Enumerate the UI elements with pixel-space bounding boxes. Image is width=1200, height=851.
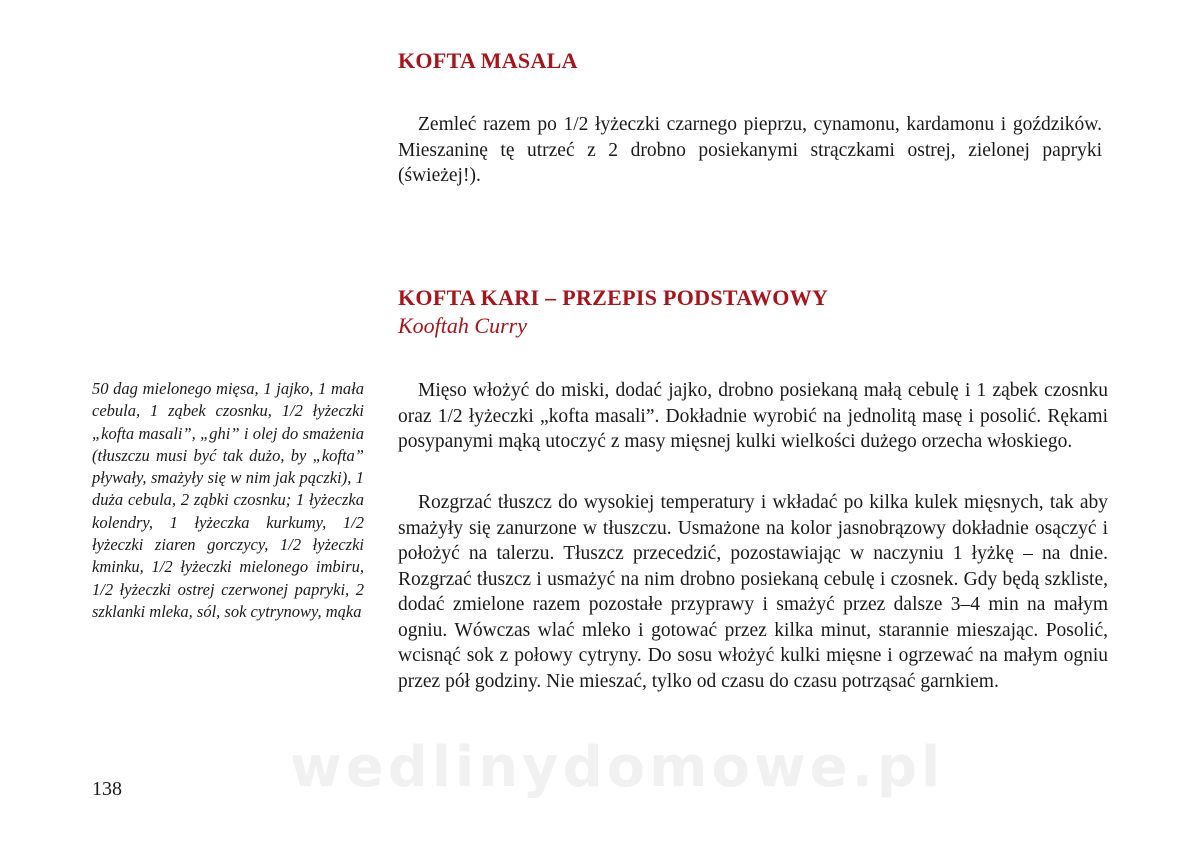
recipe-title-kofta-kari: KOFTA KARI – PRZEPIS PODSTAWOWY <box>398 285 829 310</box>
watermark: wedlinydomowe.pl <box>290 735 945 800</box>
recipe-title-kofta-masala: KOFTA MASALA <box>398 48 578 73</box>
ingredients-list: 50 dag mielonego mięsa, 1 jajko, 1 mała cebula, 1 ząbek czosnku, 1/2 łyżeczki „kofta masali”, „ghi” i olej do smażenia (tłuszczu musi być tak dużo, by „kofta” pływały, smażyły się w nim jak pączki), 1 duża cebula, 2 ząbki czosnku; 1 łyżeczka kolendry, 1 łyżeczka kurkumy, 1/2 łyżeczki ziaren gorczycy, 1/2 łyżeczki kminku, 1/2 łyżeczki mielonego imbiru, 1/2 łyżeczki ostrej czerwonej papryki, 2 szklanki mleka, sól, sok cytrynowy, mąka <box>92 379 364 621</box>
recipe-kofta-masala-text: Zemleć razem po 1/2 łyżeczki czarnego pieprzu, cynamonu, kardamonu i goździków. Mieszaninę tę utrzeć z 2 drobno posiekanymi strączkami ostrej, zielonej papryki (świeżej!). <box>398 114 1102 186</box>
recipe-kofta-kari-paragraph-1: Mięso włożyć do miski, dodać jajko, drobno posiekaną małą cebulę i 1 ząbek czosnku oraz 1/2 łyżeczki „kofta masali”. Dokładnie wyrobić na jednolitą masę i posolić. Rękami posypanymi mąką utoczyć z masy mięsnej kulki wielkości dużego orzecha włoskiego. <box>398 380 1108 452</box>
recipe-kofta-kari-paragraph-2: Rozgrzać tłuszcz do wysokiej temperatury i wkładać po kilka kulek mięsnych, tak aby smażyły się zanurzone w tłuszczu. Usmażone na kolor jasnobrązowy dokładnie osączyć i położyć na talerzu. Tłuszcz przecedzić, pozostawiając w naczyniu 1 łyżkę – na dnie. Rozgrzać tłuszcz i usmażyć na nim drobno posiekaną cebulę i czosnek. Gdy będą szkliste, dodać zmielone razem pozostałe przyprawy i smażyć przez dalsze 3–4 min na małym ogniu. Wówczas wlać mleko i gotować przez kilka minut, starannie mieszając. Posolić, wcisnąć sok z połowy cytryny. Do sosu włożyć kulki mięsne i ogrzewać na małym ogniu przez pół godziny. Nie mieszać, tylko od czasu do czasu potrząsać garnkiem. <box>398 492 1108 692</box>
recipe-subtitle-kooftah-curry: Kooftah Curry <box>398 313 527 338</box>
page-number: 138 <box>92 778 122 800</box>
